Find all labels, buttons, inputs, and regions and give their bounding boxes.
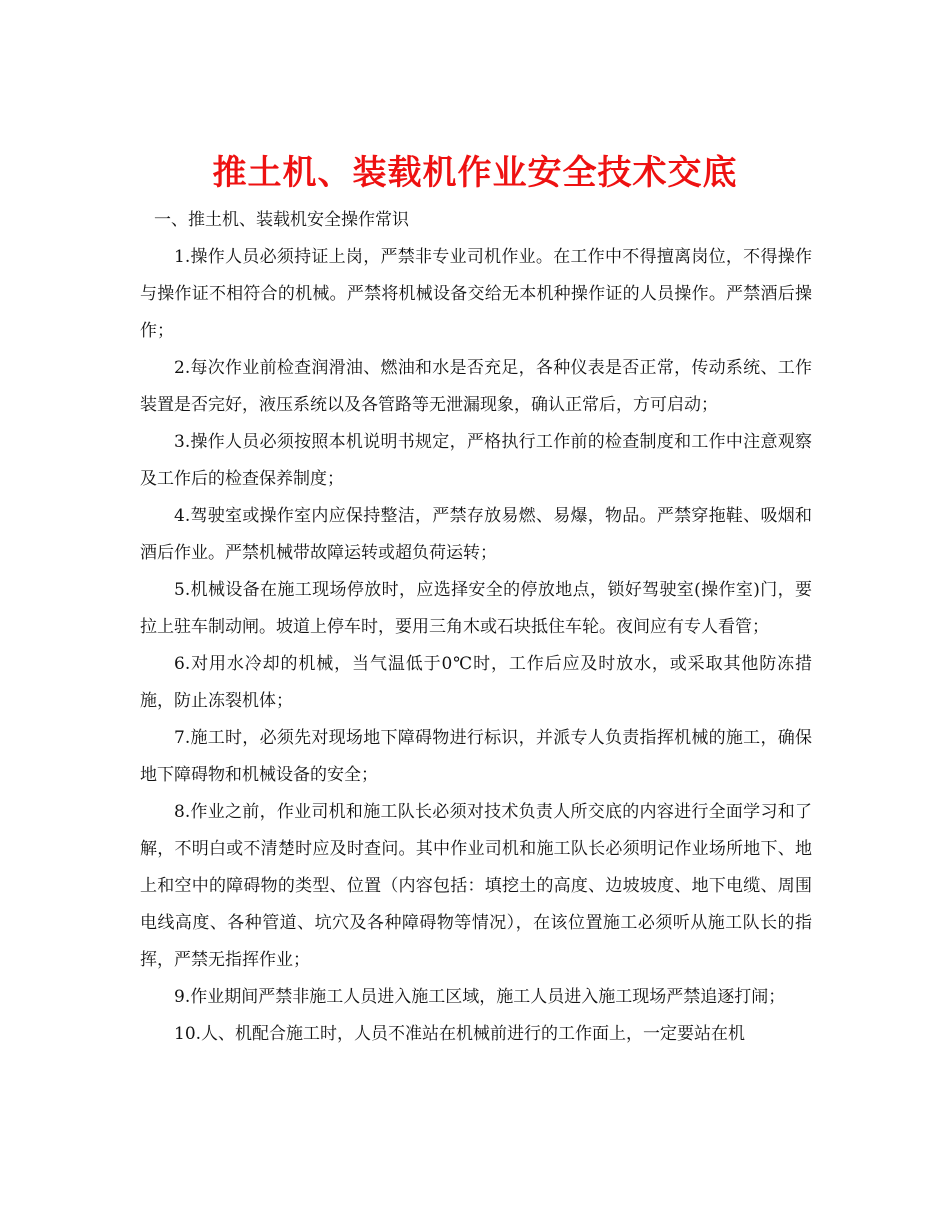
paragraph-4: 4.驾驶室或操作室内应保持整洁，严禁存放易燃、易爆，物品。严禁穿拖鞋、吸烟和酒后作业。严禁机械带故障运转或超负荷运转；: [140, 506, 812, 563]
paragraph-10: 10.人、机配合施工时，人员不准站在机械前进行的工作面上，一定要站在机: [174, 1024, 746, 1044]
paragraph-9: 9.作业期间严禁非施工人员进入施工区域，施工人员进入施工现场严禁追逐打闹；: [174, 987, 786, 1007]
section-heading: 一、推土机、装载机安全操作常识: [154, 210, 409, 230]
paragraph-2: 2.每次作业前检查润滑油、燃油和水是否充足，各种仪表是否正常，传动系统、工作装置是否完好，液压系统以及各管路等无泄漏现象，确认正常后，方可启动；: [140, 358, 812, 415]
paragraph-5: 5.机械设备在施工现场停放时，应选择安全的停放地点，锁好驾驶室(操作室)门，要拉上驻车制动闸。坡道上停车时，要用三角木或石块抵住车轮。夜间应有专人看管；: [140, 580, 812, 637]
paragraph-1: 1.操作人员必须持证上岗，严禁非专业司机作业。在工作中不得擅离岗位，不得操作与操作证不相符合的机械。严禁将机械设备交给无本机种操作证的人员操作。严禁酒后操作；: [140, 247, 812, 341]
paragraph-8: 8.作业之前，作业司机和施工队长必须对技术负责人所交底的内容进行全面学习和了解，不明白或不清楚时应及时查问。其中作业司机和施工队长必须明记作业场所地下、地上和空中的障碍物的类型、位置（内容包括：填挖土的高度、边坡坡度、地下电缆、周围电线高度、各种管道、坑穴及各种障碍物等情况），在该位置施工必须听从施工队长的指挥，严禁无指挥作业；: [140, 802, 812, 970]
paragraph-6: 6.对用水冷却的机械，当气温低于0℃时，工作后应及时放水，或采取其他防冻措施，防止冻裂机体；: [140, 654, 812, 711]
document-body: [140, 202, 812, 1053]
paragraph-3: 3.操作人员必须按照本机说明书规定，严格执行工作前的检查制度和工作中注意观察及工作后的检查保养制度；: [140, 432, 812, 489]
document-title: 推土机、装载机作业安全技术交底: [212, 152, 738, 193]
paragraph-7: 7.施工时，必须先对现场地下障碍物进行标识，并派专人负责指挥机械的施工，确保地下障碍物和机械设备的安全；: [140, 728, 812, 785]
